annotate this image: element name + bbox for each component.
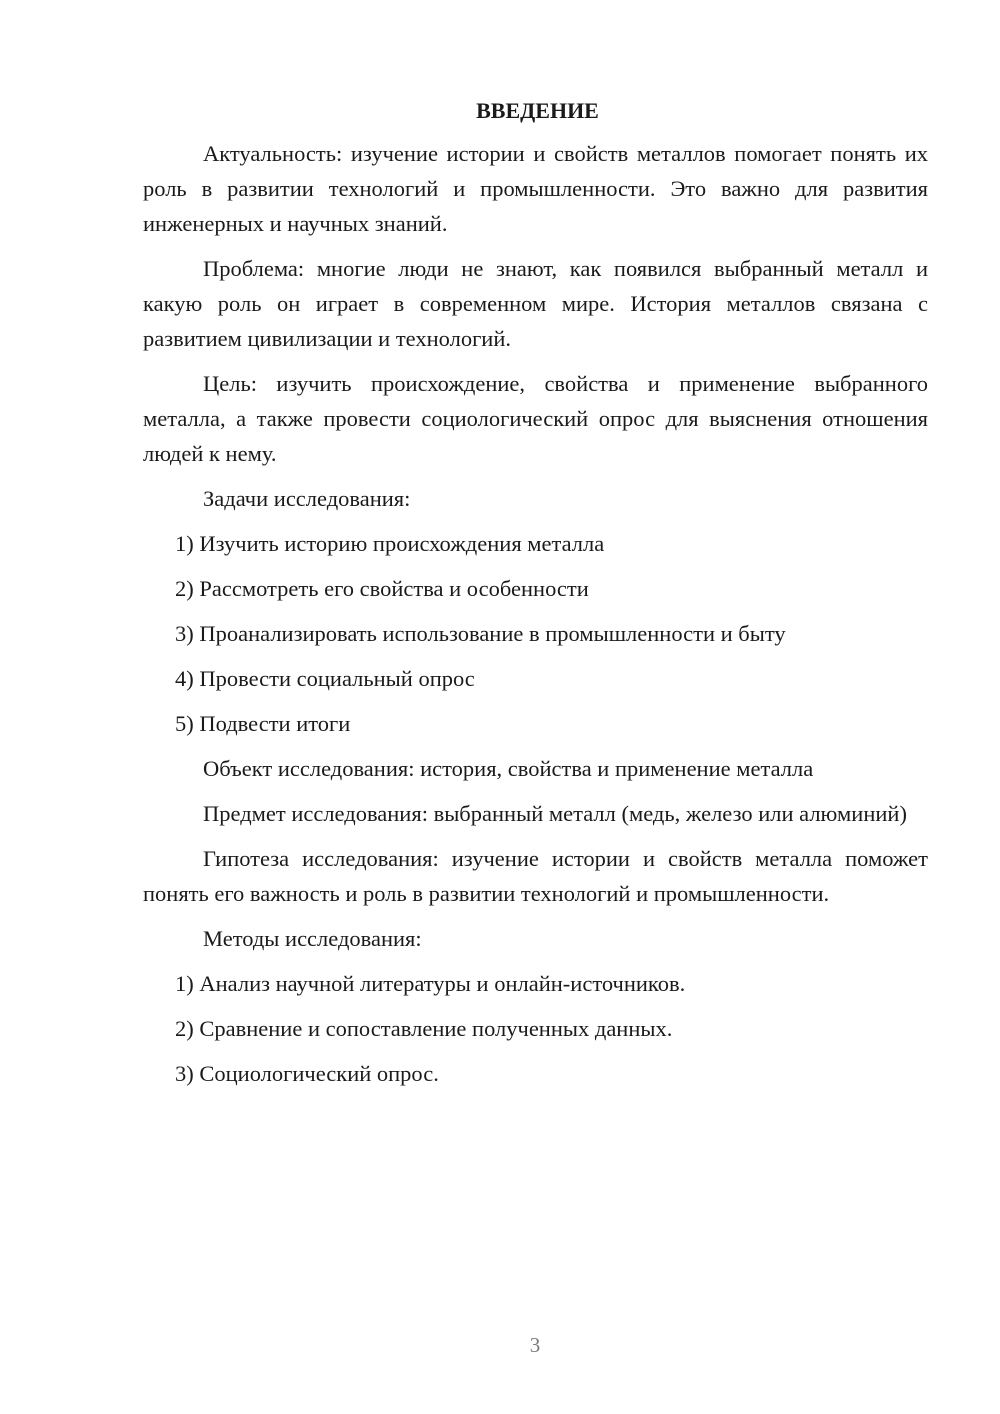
relevance-paragraph: Актуальность: изучение истории и свойств металлов помогает понять их роль в развитии технологий и промышленности. Это важно для развития инженерных и научных знаний. <box>143 141 928 236</box>
method-item: 3) Социологический опрос. <box>175 1061 439 1086</box>
task-item: 4) Провести социальный опрос <box>175 666 475 691</box>
hypothesis-paragraph: Гипотеза исследования: изучение истории и свойств металла поможет понять его важность и роль в развитии технологий и промышленности. <box>143 846 928 906</box>
subject-paragraph: Предмет исследования: выбранный металл (медь, железо или алюминий) <box>203 801 907 826</box>
task-item: 3) Проанализировать использование в промышленности и быту <box>175 621 786 646</box>
tasks-title: Задачи исследования: <box>203 486 411 511</box>
problem-paragraph: Проблема: многие люди не знают, как появился выбранный металл и какую роль он играет в современном мире. История металлов связана с развитием цивилизации и технологий. <box>143 256 928 351</box>
task-item: 5) Подвести итоги <box>175 711 351 736</box>
goal-paragraph: Цель: изучить происхождение, свойства и применение выбранного металла, а также провести социологический опрос для выяснения отношения людей к нему. <box>143 371 928 466</box>
method-item: 1) Анализ научной литературы и онлайн-источников. <box>175 971 686 996</box>
object-paragraph: Объект исследования: история, свойства и применение металла <box>203 756 814 781</box>
method-item: 2) Сравнение и сопоставление полученных данных. <box>175 1016 673 1041</box>
section-heading: ВВЕДЕНИЕ <box>476 98 599 123</box>
methods-title: Методы исследования: <box>203 926 422 951</box>
document-page <box>143 92 928 1101</box>
page-number: 3 <box>529 1333 541 1357</box>
task-item: 2) Рассмотреть его свойства и особенности <box>175 576 589 601</box>
task-item: 1) Изучить историю происхождения металла <box>175 531 605 556</box>
